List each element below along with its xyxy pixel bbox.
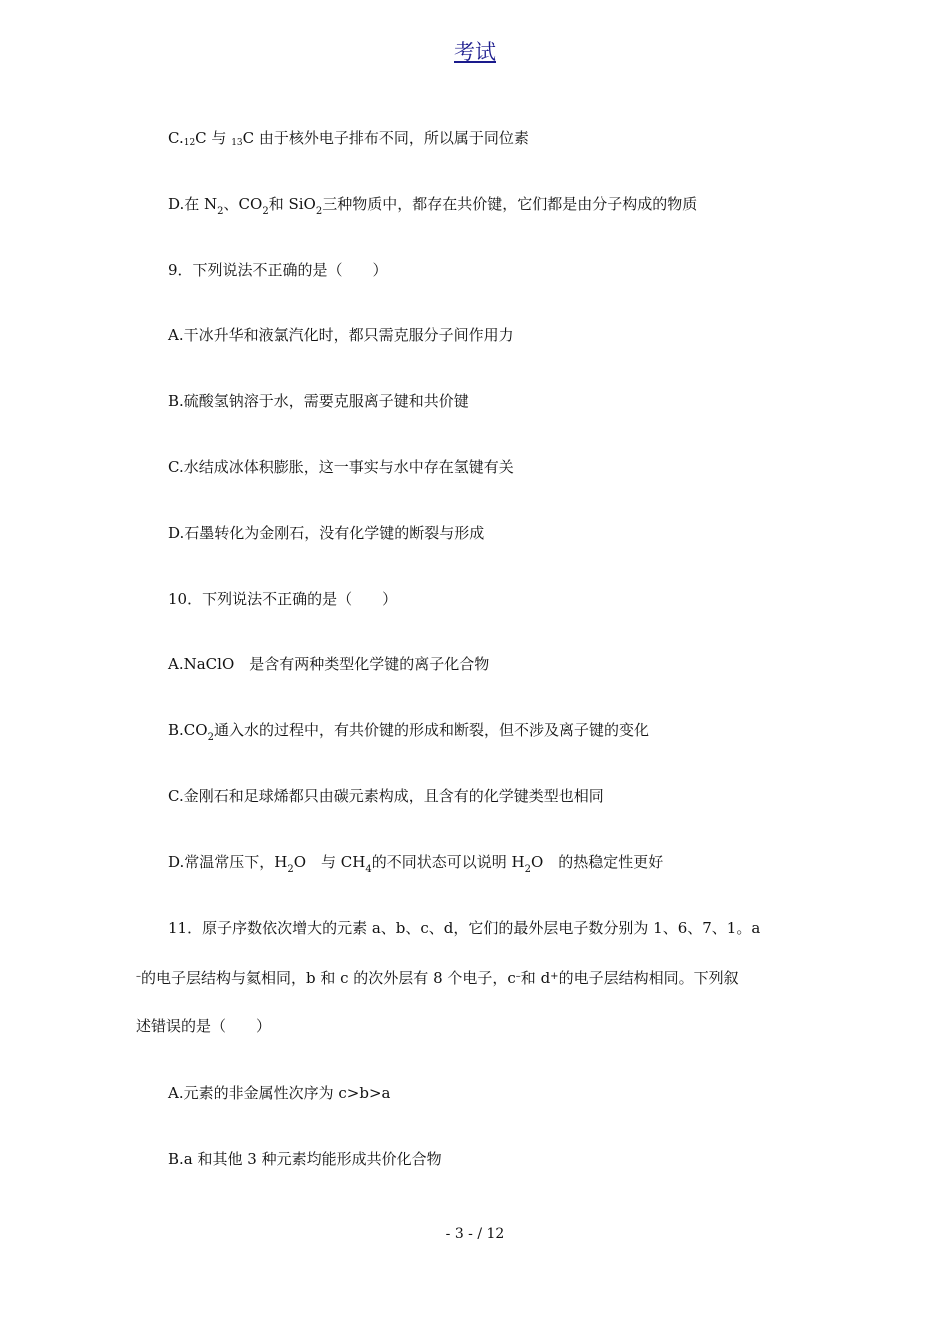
q9-option-a: A.干冰升华和液氯汽化时，都只需克服分子间作用力	[168, 326, 514, 344]
q11-stem-line1: 11．原子序数依次增大的元素 a、b、c、d，它们的最外层电子数分别为 1、6、7、1。a	[168, 919, 761, 937]
q10-option-d-text3: 的不同状态可以说明 H	[371, 853, 525, 871]
q11-stem-line2-text3: 的电子层结构相同。下列叙	[558, 969, 739, 987]
q10-stem: 10．下列说法不正确的是（ ）	[168, 590, 398, 608]
q11-stem-line2-text2: 和 d	[520, 969, 551, 987]
q8-option-d-text1: D.在 N	[168, 195, 218, 213]
q10-option-a: A.NaClO 是含有两种类型化学键的离子化合物	[168, 655, 490, 673]
q9-option-d: D.石墨转化为金刚石，没有化学键的断裂与形成	[168, 524, 485, 542]
q8-option-d-sub3: 2	[315, 206, 323, 217]
q11-stem-line2-text1: 的电子层结构与氦相同，b 和 c 的次外层有 8 个电子，c	[141, 969, 516, 987]
q8-option-c-text2: C 由于核外电子排布不同，所以属于同位素	[242, 129, 529, 147]
q8-option-d-text3: 和 SiO	[268, 195, 316, 213]
q8-option-d-sub1: 2	[217, 206, 224, 217]
q8-option-c-prefix: C.	[168, 129, 184, 147]
q8-option-c-mass1: 12	[183, 138, 196, 148]
q10-option-b-text1: B.CO	[168, 721, 208, 739]
q8-option-d	[168, 194, 697, 222]
q10-option-c: C.金刚石和足球烯都只由碳元素构成，且含有的化学键类型也相同	[168, 787, 604, 805]
q11-stem-line2	[136, 967, 739, 988]
q8-option-d-sub2: 2	[262, 206, 269, 217]
q9-option-b: B.硫酸氢钠溶于水，需要克服离子键和共价键	[168, 392, 469, 410]
q8-option-d-text2: 、CO	[223, 195, 263, 213]
q11-option-b: B.a 和其他 3 种元素均能形成共价化合物	[168, 1150, 442, 1168]
q10-option-d	[168, 852, 663, 880]
q11-charge3: +	[550, 971, 559, 982]
q10-option-b	[168, 720, 649, 748]
page-header-title: 考试	[454, 40, 496, 64]
q9-option-c: C.水结成冰体积膨胀，这一事实与水中存在氢键有关	[168, 458, 514, 476]
q8-option-d-text4: 三种物质中，都存在共价键，它们都是由分子构成的物质	[322, 195, 698, 213]
q8-option-c-text1: C 与	[195, 129, 232, 147]
q10-option-b-sub: 2	[207, 732, 214, 743]
q10-option-d-sub2: 4	[365, 864, 372, 875]
q9-stem: 9．下列说法不正确的是（ ）	[168, 261, 388, 279]
q11-option-a: A.元素的非金属性次序为 c>b>a	[168, 1084, 391, 1102]
q10-option-b-text2: 通入水的过程中，有共价键的形成和断裂，但不涉及离子键的变化	[213, 721, 649, 739]
q10-option-d-text2: O 与 CH	[293, 853, 366, 871]
q10-option-d-text1: D.常温常压下，H	[168, 853, 288, 871]
q10-option-d-text4: O 的热稳定性更好	[530, 853, 664, 871]
q10-option-d-sub3: 2	[524, 864, 531, 875]
q10-option-d-sub1: 2	[287, 864, 294, 875]
q8-option-c	[168, 128, 529, 153]
q11-charge1: –	[136, 971, 141, 982]
q11-charge2: –	[515, 971, 521, 982]
page-number: - 3 - / 12	[445, 1226, 505, 1242]
q11-stem-line3: 述错误的是（ ）	[136, 1017, 272, 1035]
q8-option-c-mass2: 13	[231, 138, 243, 148]
